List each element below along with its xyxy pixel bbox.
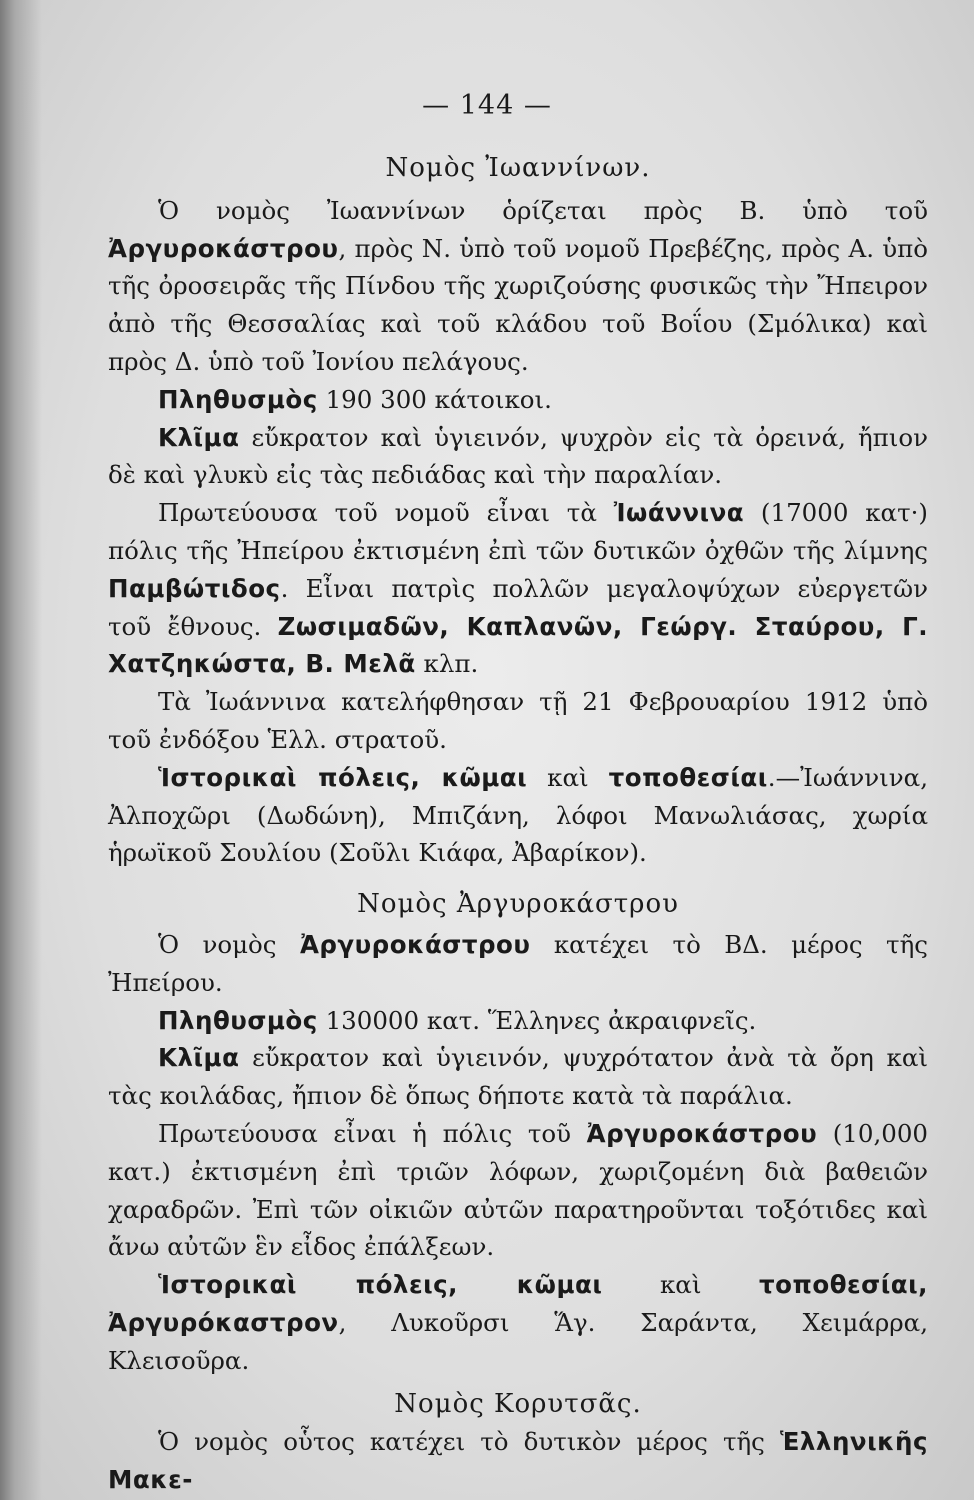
paragraph-historic-places: [108, 1266, 928, 1379]
highlight-term: Ζωσιμαδῶν, Καπλανῶν, Γεώργ. Σταύρου, Γ. Χατζηκώστα, Β. Μελᾶ: [108, 611, 928, 679]
text-run: 190 300 κάτοικοι.: [317, 384, 552, 414]
highlight-term: Ἑλληνικῆς Μακε-: [108, 1427, 928, 1495]
text-run: κατέχει τὸ ΒΔ. μέρος τῆς Ἠπείρου.: [108, 929, 929, 997]
section-title-argyrokastro: Νομὸς Ἀργυροκάστρου: [357, 889, 679, 920]
text-run: Πρωτεύουσα εἶναι ἡ πόλις τοῦ: [158, 1118, 587, 1148]
highlight-term: Κλῖμα: [158, 422, 240, 452]
highlight-term: Κλῖμα: [158, 1043, 240, 1073]
text-run: 130000 κατ. Ἕλληνες ἀκραιφνεῖς.: [317, 1005, 757, 1035]
text-run: Ὁ νομὸς οὗτος κατέχει τὸ δυτικὸν μέρος τῆς: [158, 1427, 780, 1457]
text-run: (10,000 κατ.) ἐκτισμένη ἐπὶ τριῶν λόφων, χωριζομένη διὰ βαθειῶν χαραδρῶν. Ἐπὶ τῶν οἰκιῶν αὐτῶν παρατηροῦνται τοξότιδες καὶ ἄνω αὐτῶν ἓν εἶδος ἐπάλξεων.: [108, 1118, 928, 1262]
page-body: [108, 150, 928, 1499]
highlight-term: Ἀργυροκάστρου: [299, 929, 531, 959]
highlight-term: τοποθεσίαι, Ἀργυρόκαστρον: [108, 1270, 928, 1337]
text-run: καὶ: [527, 762, 609, 792]
page-edge-shadow: [0, 0, 42, 1500]
section-title-korytsa: Νομὸς Κορυτσᾶς.: [394, 1388, 642, 1419]
paragraph-location: [108, 926, 928, 1002]
paragraph-climate: [108, 419, 928, 495]
text-run: , Λυκοῦρσι Ἅγ. Σαράντα, Χειμάρρα, Κλεισοῦρα.: [108, 1307, 928, 1375]
paragraph-capital: [108, 1115, 928, 1266]
text-run: καὶ: [602, 1270, 760, 1300]
paragraph-liberation: Τὰ Ἰωάννινα κατελήφθησαν τῇ 21 Φεβρουαρίου 1912 ὑπὸ τοῦ ἐνδόξου Ἑλλ. στρατοῦ.: [108, 687, 928, 754]
section-title-ioannina: Νομὸς Ἰωαννίνων.: [385, 153, 651, 183]
highlight-term: Ἰωάννινα: [613, 498, 745, 528]
highlight-term: Παμβώτιδος: [108, 573, 281, 603]
text-run: , πρὸς Ν. ὑπὸ τοῦ νομοῦ Πρεβέζης, πρὸς Α. ὑπὸ τῆς ὀροσειρᾶς τῆς Πίνδου τῆς χωριζούσης φυσικῶς τὴν Ἤπειρον ἀπὸ τῆς Θεσσαλίας καὶ τοῦ κλάδου τοῦ Βοΐου (Σμόλικα) καὶ πρὸς Δ. ὑπὸ τοῦ Ἰονίου πελάγους.: [108, 233, 928, 376]
highlight-term: Ἀργυροκάστρου: [108, 233, 339, 263]
text-run: κλπ.: [415, 649, 479, 679]
paragraph-population: [108, 1002, 928, 1040]
paragraph-historic-places: [108, 759, 928, 872]
text-run: εὔκρατον καὶ ὑγιεινόν, ψυχρὸν εἰς τὰ ὀρεινά, ἤπιον δὲ καὶ γλυκὺ εἰς τὰς πεδιάδας καὶ τὴν παραλίαν.: [108, 422, 928, 490]
text-run: (17000 κατ·) πόλις τῆς Ἠπείρου ἐκτισμένη ἐπὶ τῶν δυτικῶν ὀχθῶν τῆς λίμνης: [108, 498, 928, 565]
text-run: Ὁ νομὸς Ἰωαννίνων ὁρίζεται πρὸς Β. ὑπὸ τοῦ: [158, 195, 928, 225]
text-run: εὔκρατον καὶ ὑγιεινόν, ψυχρότατον ἀνὰ τὰ ὄρη καὶ τὰς κοιλάδας, ἤπιον δὲ ὅπως δήποτε κατὰ τὰ παράλια.: [108, 1043, 928, 1111]
text-run: . Εἶναι πατρὶς πολλῶν μεγαλοψύχων εὐεργετῶν τοῦ ἔθνους.: [108, 573, 928, 641]
text-run: .—Ἰωάννινα, Ἀλποχῶρι (Δωδώνη), Μπιζάνη, λόφοι Μανωλιάσας, χωρία ἡρωϊκοῦ Σουλίου (Σοῦλι Κιάφα, Ἀβαρίκον).: [108, 762, 928, 868]
page-number: — 144 —: [422, 90, 552, 121]
text-run: Ὁ νομὸς: [158, 929, 300, 959]
highlight-term: Πληθυσμὸς: [158, 384, 318, 414]
paragraph-boundaries: [108, 192, 928, 381]
highlight-term: Ἱστορικαὶ πόλεις, κῶμαι: [158, 762, 528, 792]
highlight-term: Πληθυσμὸς: [158, 1005, 318, 1035]
paragraph-population: [108, 381, 928, 419]
text-run: Πρωτεύουσα τοῦ νομοῦ εἶναι τὰ: [158, 498, 614, 528]
highlight-term: τοποθεσίαι: [608, 762, 768, 792]
paragraph-capital: [108, 494, 928, 683]
highlight-term: Ἱστορικαὶ πόλεις, κῶμαι: [158, 1270, 603, 1300]
paragraph-climate: [108, 1039, 928, 1115]
paragraph-location: [108, 1423, 928, 1499]
highlight-term: Ἀργυροκάστρου: [586, 1118, 818, 1148]
